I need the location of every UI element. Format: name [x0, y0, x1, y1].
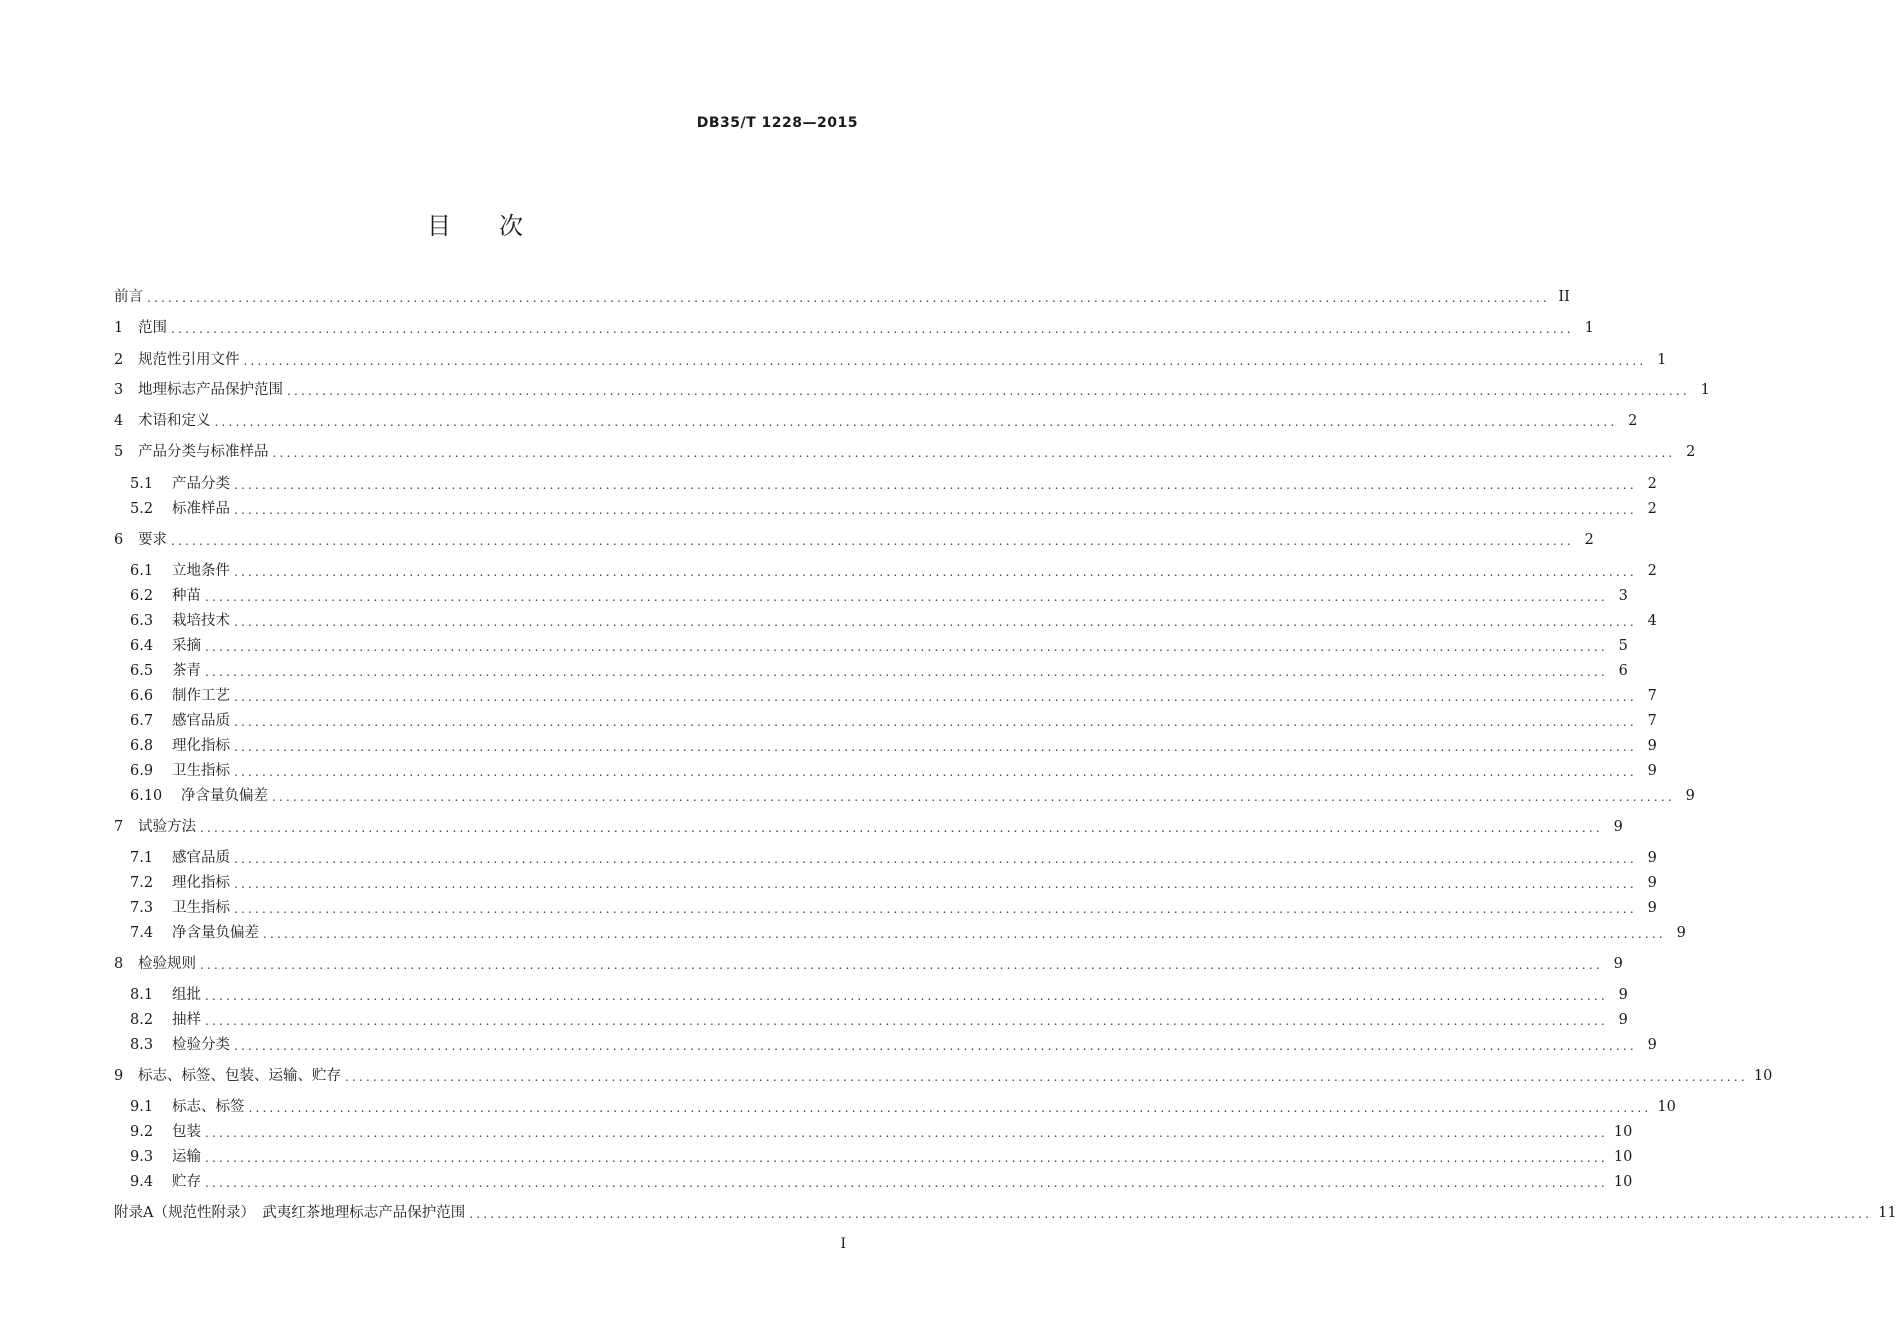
toc-entry-leader: ........................................................................................................................................................................................................	[234, 690, 1637, 704]
toc-entry-label: 感官品质	[172, 850, 230, 866]
toc-entry-label: 抽样	[172, 1012, 201, 1028]
toc-entry-leader: ........................................................................................................................................................................................................	[200, 821, 1603, 835]
toc-entry[interactable]	[130, 635, 1628, 657]
toc-entry-label: 产品分类与标准样品	[138, 444, 269, 460]
toc-entry-page: 9	[1647, 875, 1657, 891]
toc-entry[interactable]	[130, 473, 1657, 495]
toc-entry-label: 附录A（规范性附录） 武夷红茶地理标志产品保护范围	[114, 1205, 466, 1221]
toc-entry-page: 5	[1618, 638, 1628, 654]
toc-entry[interactable]	[130, 847, 1657, 869]
toc-entry-label: 组批	[172, 987, 201, 1003]
toc-entry-leader: ........................................................................................................................................................................................................	[234, 503, 1637, 517]
toc-entry-leader: ........................................................................................................................................................................................................	[234, 740, 1637, 754]
toc-entry-page: 11	[1878, 1205, 1897, 1221]
toc-entry-label: 要求	[138, 532, 167, 548]
toc-entry-page: 10	[1613, 1149, 1633, 1165]
toc-entry-number: 8	[114, 956, 124, 972]
toc-entry-page: 9	[1647, 900, 1657, 916]
toc-entry-number: 9.2	[130, 1124, 154, 1140]
toc-entry-leader: ........................................................................................................................................................................................................	[243, 354, 1647, 368]
toc-entry[interactable]	[114, 529, 1594, 551]
toc-entry[interactable]	[130, 560, 1657, 582]
toc-entry[interactable]	[114, 1202, 1897, 1224]
toc-entry[interactable]	[114, 441, 1696, 463]
toc-entry[interactable]	[114, 286, 1570, 308]
document-code: DB35/T 1228—2015	[696, 115, 858, 131]
toc-entry-label: 检验分类	[172, 1037, 230, 1053]
toc-entry-number: 7.2	[130, 875, 154, 891]
toc-entry-page: 10	[1657, 1099, 1676, 1115]
toc-entry-leader: ........................................................................................................................................................................................................	[147, 291, 1550, 305]
toc-entry-label: 地理标志产品保护范围	[138, 382, 283, 398]
toc-entry-leader: ........................................................................................................................................................................................................	[205, 1126, 1608, 1140]
toc-entry-page: 7	[1647, 688, 1657, 704]
toc-entry-page: 10	[1753, 1068, 1773, 1084]
toc-entry-page: 9	[1618, 987, 1628, 1003]
toc-entry-number: 4	[114, 413, 124, 429]
toc-entry-number: 6.2	[130, 588, 154, 604]
toc-entry-page: 10	[1613, 1174, 1633, 1190]
toc-entry[interactable]	[114, 1065, 1773, 1087]
toc-entry-page: 9	[1647, 1037, 1657, 1053]
toc-entry-number: 6	[114, 532, 124, 548]
toc-entry-label: 运输	[172, 1149, 201, 1165]
toc-entry-page: 10	[1613, 1124, 1633, 1140]
toc-entry-number: 6.6	[130, 688, 154, 704]
toc-entry[interactable]	[130, 785, 1695, 807]
toc-entry-leader: ........................................................................................................................................................................................................	[205, 1176, 1608, 1190]
toc-entry[interactable]	[114, 349, 1667, 371]
toc-entry-label: 制作工艺	[172, 688, 230, 704]
toc-entry-number: 5.1	[130, 476, 154, 492]
toc-entry-page: 3	[1618, 588, 1628, 604]
toc-entry-leader: ........................................................................................................................................................................................................	[234, 765, 1637, 779]
toc-entry-leader: ........................................................................................................................................................................................................	[171, 534, 1574, 548]
toc-entry[interactable]	[130, 984, 1628, 1006]
toc-entry-leader: ........................................................................................................................................................................................................	[214, 415, 1618, 429]
toc-entry-page: 2	[1647, 476, 1657, 492]
toc-entry-page: 9	[1618, 1012, 1628, 1028]
toc-entry[interactable]	[130, 1146, 1633, 1168]
toc-entry-page: 1	[1657, 352, 1667, 368]
toc-entry-label: 检验规则	[138, 956, 196, 972]
toc-entry-number: 6.5	[130, 663, 154, 679]
toc-entry[interactable]	[130, 1096, 1676, 1118]
toc-entry-label: 茶青	[172, 663, 201, 679]
toc-entry[interactable]	[130, 1171, 1633, 1193]
toc-entry[interactable]	[130, 897, 1657, 919]
toc-entry-page: 2	[1647, 501, 1657, 517]
toc-entry-leader: ........................................................................................................................................................................................................	[469, 1207, 1873, 1221]
toc-entry-label: 种苗	[172, 588, 201, 604]
toc-entry-label: 理化指标	[172, 738, 230, 754]
toc-entry-label: 卫生指标	[172, 900, 230, 916]
toc-entry-page: 4	[1647, 613, 1657, 629]
page-title: 目 次	[427, 212, 523, 240]
toc-entry-page: 9	[1647, 850, 1657, 866]
toc-entry-number: 9.1	[130, 1099, 154, 1115]
toc-entry-leader: ........................................................................................................................................................................................................	[205, 1014, 1608, 1028]
toc-entry-number: 6.1	[130, 563, 154, 579]
toc-entry-leader: ........................................................................................................................................................................................................	[345, 1070, 1748, 1084]
toc-entry[interactable]	[114, 410, 1638, 432]
toc-entry-label: 标志、标签	[172, 1099, 245, 1115]
toc-entry-leader: ........................................................................................................................................................................................................	[234, 1039, 1637, 1053]
toc-entry-page: 6	[1618, 663, 1628, 679]
toc-entry[interactable]	[130, 922, 1686, 944]
toc-entry-leader: ........................................................................................................................................................................................................	[263, 927, 1666, 941]
toc-entry-label: 贮存	[172, 1174, 201, 1190]
toc-entry-page: 9	[1685, 788, 1695, 804]
toc-entry-leader: ........................................................................................................................................................................................................	[205, 989, 1608, 1003]
toc-entry-number: 8.1	[130, 987, 154, 1003]
toc-entry[interactable]	[130, 585, 1628, 607]
toc-entry[interactable]	[130, 760, 1657, 782]
toc-entry[interactable]	[114, 816, 1623, 838]
toc-entry[interactable]	[130, 735, 1657, 757]
toc-entry-number: 5.2	[130, 501, 154, 517]
toc-entry-label: 卫生指标	[172, 763, 230, 779]
toc-entry-page: 9	[1676, 925, 1686, 941]
toc-entry-label: 规范性引用文件	[138, 352, 240, 368]
toc-entry-number: 2	[114, 352, 124, 368]
toc-entry-leader: ........................................................................................................................................................................................................	[234, 852, 1637, 866]
toc-entry-leader: ........................................................................................................................................................................................................	[205, 1151, 1608, 1165]
toc-entry[interactable]	[130, 1034, 1657, 1056]
toc-entry-leader: ........................................................................................................................................................................................................	[234, 902, 1637, 916]
toc-entry-number: 6.9	[130, 763, 154, 779]
toc-entry-label: 试验方法	[138, 819, 196, 835]
toc-entry[interactable]	[130, 660, 1628, 682]
toc-entry-number: 7.1	[130, 850, 154, 866]
toc-entry-leader: ........................................................................................................................................................................................................	[234, 715, 1637, 729]
toc-entry-leader: ........................................................................................................................................................................................................	[272, 446, 1676, 460]
toc-entry-number: 5	[114, 444, 124, 460]
toc-entry-page: 1	[1584, 320, 1594, 336]
toc-entry-leader: ........................................................................................................................................................................................................	[234, 877, 1637, 891]
toc-entry-leader: ........................................................................................................................................................................................................	[205, 640, 1608, 654]
toc-entry-page: 9	[1647, 738, 1657, 754]
toc-entry-page: 1	[1700, 382, 1710, 398]
page-number: I	[840, 1236, 846, 1252]
toc-entry-label: 栽培技术	[172, 613, 230, 629]
toc-entry[interactable]	[114, 317, 1594, 339]
toc-entry-leader: ........................................................................................................................................................................................................	[171, 322, 1574, 336]
toc-entry-number: 7	[114, 819, 124, 835]
toc-entry-number: 6.10	[130, 788, 163, 804]
toc-entry-number: 9.4	[130, 1174, 154, 1190]
toc-entry[interactable]	[130, 872, 1657, 894]
toc-entry[interactable]	[130, 710, 1657, 732]
toc-entry-page: 2	[1647, 563, 1657, 579]
toc-entry-label: 标志、标签、包装、运输、贮存	[138, 1068, 341, 1084]
toc-entry-number: 1	[114, 320, 124, 336]
toc-entry-leader: ........................................................................................................................................................................................................	[272, 790, 1675, 804]
toc-entry-number: 8.2	[130, 1012, 154, 1028]
toc-entry[interactable]	[130, 610, 1657, 632]
toc-entry[interactable]	[130, 685, 1657, 707]
toc-entry-number: 6.7	[130, 713, 154, 729]
toc-entry-leader: ........................................................................................................................................................................................................	[287, 384, 1690, 398]
toc-entry-label: 理化指标	[172, 875, 230, 891]
toc-entry-label: 立地条件	[172, 563, 230, 579]
toc-entry-number: 6.4	[130, 638, 154, 654]
toc-entry-number: 6.8	[130, 738, 154, 754]
toc-entry-label: 前言	[114, 289, 143, 305]
toc-entry-leader: ........................................................................................................................................................................................................	[234, 478, 1637, 492]
toc-entry-page: 9	[1613, 956, 1623, 972]
toc-entry-number: 7.3	[130, 900, 154, 916]
toc-entry[interactable]	[130, 498, 1657, 520]
toc-entry-page: 9	[1647, 763, 1657, 779]
toc-entry-leader: ........................................................................................................................................................................................................	[234, 565, 1637, 579]
toc-entry-label: 感官品质	[172, 713, 230, 729]
toc-entry[interactable]	[114, 379, 1710, 401]
toc-entry-number: 8.3	[130, 1037, 154, 1053]
toc-entry[interactable]	[130, 1009, 1628, 1031]
toc-entry-page: 9	[1613, 819, 1623, 835]
toc-entry-page: 2	[1584, 532, 1594, 548]
toc-entry-label: 采摘	[172, 638, 201, 654]
toc-entry-label: 包装	[172, 1124, 201, 1140]
toc-entry-leader: ........................................................................................................................................................................................................	[205, 665, 1608, 679]
toc-entry-page: II	[1558, 289, 1570, 305]
toc-entry-number: 9	[114, 1068, 124, 1084]
toc-entry-number: 9.3	[130, 1149, 154, 1165]
toc-entry-label: 范围	[138, 320, 167, 336]
toc-entry-page: 7	[1647, 713, 1657, 729]
toc-entry-label: 产品分类	[172, 476, 230, 492]
toc-entry-label: 净含量负偏差	[172, 925, 259, 941]
toc-entry-label: 术语和定义	[138, 413, 211, 429]
toc-entry-leader: ........................................................................................................................................................................................................	[234, 615, 1637, 629]
toc-entry[interactable]	[130, 1121, 1633, 1143]
toc-entry-page: 2	[1686, 444, 1696, 460]
toc-entry-leader: ........................................................................................................................................................................................................	[200, 958, 1603, 972]
toc-entry[interactable]	[114, 953, 1623, 975]
toc-entry-number: 6.3	[130, 613, 154, 629]
toc-entry-label: 标准样品	[172, 501, 230, 517]
toc-entry-number: 7.4	[130, 925, 154, 941]
toc-entry-leader: ........................................................................................................................................................................................................	[205, 590, 1608, 604]
toc-entry-number: 3	[114, 382, 124, 398]
toc-entry-page: 2	[1628, 413, 1638, 429]
toc-entry-label: 净含量负偏差	[181, 788, 268, 804]
toc-entry-leader: ........................................................................................................................................................................................................	[248, 1101, 1652, 1115]
